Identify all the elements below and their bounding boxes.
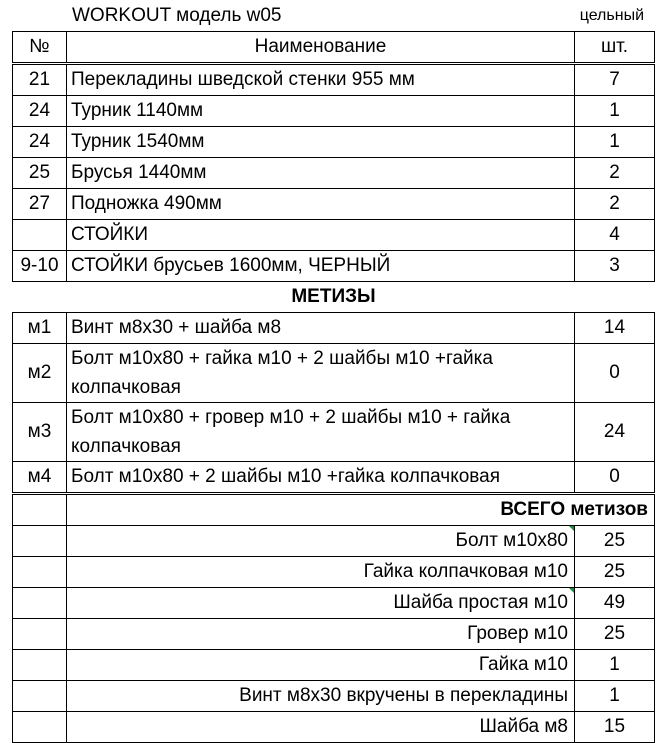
cell-name[interactable]: Подножка 490мм [67, 189, 575, 220]
cell-num[interactable]: м1 [13, 313, 67, 344]
totals-item-name[interactable]: Гайка м10 [67, 650, 575, 681]
section-row [13, 282, 655, 313]
cell-name[interactable] [67, 344, 575, 403]
cell-name-line: колпачковая [71, 377, 181, 398]
empty-cell[interactable] [13, 619, 67, 650]
cell-name-line: Болт м10х80 + гайка м10 + 2 шайбы м10 +гайка [71, 348, 493, 369]
cell-num[interactable] [13, 220, 67, 251]
cell-name[interactable]: Брусья 1440мм [67, 158, 575, 189]
cell-name-line: Болт м10х80 + гровер м10 + 2 шайбы м10 + гайка [71, 407, 511, 428]
totals-title-row [13, 494, 655, 526]
section-title-hardware[interactable]: МЕТИЗЫ [13, 282, 655, 313]
totals-row [13, 557, 655, 588]
totals-row [13, 619, 655, 650]
cell-name[interactable]: Болт м10х80 + 2 шайбы м10 +гайка колпачковая [67, 462, 575, 494]
totals-item-qty[interactable]: 25 [575, 557, 655, 588]
empty-cell[interactable] [13, 650, 67, 681]
col-header-name[interactable]: Наименование [67, 32, 575, 64]
cell-name[interactable]: СТОЙКИ [67, 220, 575, 251]
cell-num[interactable]: 9-10 [13, 251, 67, 282]
cell-qty[interactable]: 7 [575, 64, 655, 96]
cell-num[interactable]: м3 [13, 403, 67, 462]
empty-cell[interactable] [13, 494, 67, 526]
totals-item-name[interactable]: Гайка колпачковая м10 [67, 557, 575, 588]
cell-qty[interactable]: 1 [575, 127, 655, 158]
cell-qty[interactable]: 0 [575, 462, 655, 494]
totals-item-name[interactable]: Винт м8х30 вкручены в перекладины [67, 681, 575, 712]
cell-name[interactable]: Перекладины шведской стенки 955 мм [67, 64, 575, 96]
cell-num[interactable]: 27 [13, 189, 67, 220]
cell-name[interactable] [67, 403, 575, 462]
totals-item-qty[interactable]: 15 [575, 712, 655, 743]
empty-cell[interactable] [13, 588, 67, 619]
cell-num[interactable]: м2 [13, 344, 67, 403]
document-subtitle: цельный [579, 7, 644, 24]
cell-name[interactable]: Турник 1540мм [67, 127, 575, 158]
table-row [13, 64, 655, 96]
cell-qty[interactable]: 14 [575, 313, 655, 344]
empty-cell[interactable] [13, 557, 67, 588]
empty-cell[interactable] [13, 681, 67, 712]
cell-qty[interactable]: 3 [575, 251, 655, 282]
table-row [13, 96, 655, 127]
parts-table [12, 31, 655, 743]
totals-item-name[interactable]: Болт м10х80 [67, 526, 575, 557]
table-row [13, 462, 655, 494]
cell-num[interactable]: 25 [13, 158, 67, 189]
totals-item-qty[interactable]: 1 [575, 650, 655, 681]
table-row [13, 189, 655, 220]
totals-row [13, 681, 655, 712]
cell-num[interactable]: 24 [13, 127, 67, 158]
table-row [13, 158, 655, 189]
empty-cell[interactable] [13, 526, 67, 557]
cell-name[interactable]: Винт м8х30 + шайба м8 [67, 313, 575, 344]
cell-qty[interactable]: 2 [575, 158, 655, 189]
totals-row [13, 650, 655, 681]
cell-qty[interactable]: 4 [575, 220, 655, 251]
cell-qty[interactable]: 1 [575, 96, 655, 127]
table-row [13, 344, 655, 403]
col-header-num[interactable]: № [13, 32, 67, 64]
totals-item-qty[interactable]: 25 [575, 526, 655, 557]
totals-item-name[interactable]: Шайба простая м10 [67, 588, 575, 619]
cell-qty[interactable]: 24 [575, 403, 655, 462]
cell-name-line: колпачковая [71, 436, 181, 457]
totals-item-qty[interactable]: 49 [575, 588, 655, 619]
totals-item-name[interactable]: Гровер м10 [67, 619, 575, 650]
col-header-qty[interactable]: шт. [575, 32, 655, 64]
cell-qty[interactable]: 0 [575, 344, 655, 403]
table-row [13, 251, 655, 282]
cell-num[interactable]: м4 [13, 462, 67, 494]
table-row [13, 313, 655, 344]
totals-row [13, 526, 655, 557]
cell-qty[interactable]: 2 [575, 189, 655, 220]
cell-name[interactable]: Турник 1140мм [67, 96, 575, 127]
totals-item-qty[interactable]: 25 [575, 619, 655, 650]
totals-item-name[interactable]: Шайба м8 [67, 712, 575, 743]
cell-num[interactable]: 24 [13, 96, 67, 127]
totals-row [13, 588, 655, 619]
document-title: WORKOUT модель w05 [72, 5, 282, 26]
totals-item-qty[interactable]: 1 [575, 681, 655, 712]
table-row [13, 127, 655, 158]
totals-title[interactable]: ВСЕГО метизов [67, 494, 655, 526]
table-row [13, 403, 655, 462]
header-row [13, 32, 655, 64]
cell-num[interactable]: 21 [13, 64, 67, 96]
cell-name[interactable]: СТОЙКИ брусьев 1600мм, ЧЕРНЫЙ [67, 251, 575, 282]
table-row [13, 220, 655, 251]
